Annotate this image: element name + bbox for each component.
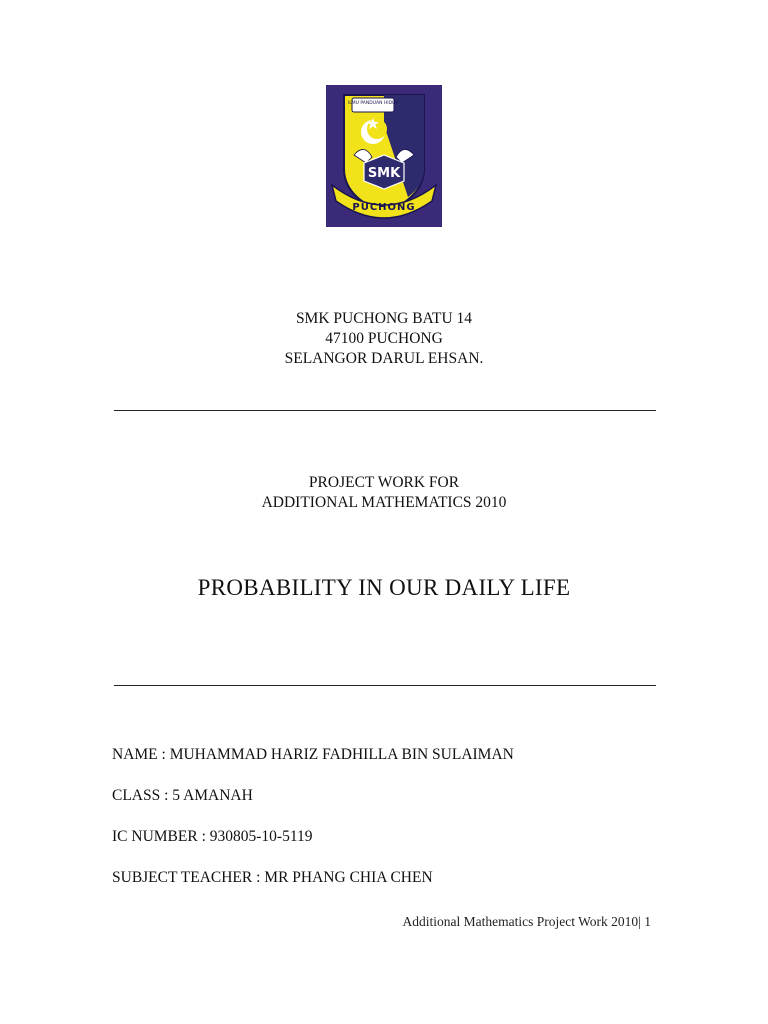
- project-line-2: ADDITIONAL MATHEMATICS 2010: [261, 494, 507, 511]
- school-state: SELANGOR DARUL EHSAN.: [284, 350, 484, 367]
- school-address: [0, 309, 768, 369]
- subject-teacher: SUBJECT TEACHER : MR PHANG CHIA CHEN: [112, 869, 433, 886]
- school-logo: [326, 85, 442, 227]
- project-heading: [0, 473, 768, 513]
- school-name: SMK PUCHONG BATU 14: [295, 310, 473, 327]
- logo-motto-text: ILMU PANDUAN HIDUP: [347, 101, 399, 106]
- school-postcode-city: 47100 PUCHONG: [325, 330, 443, 347]
- school-crest-icon: [326, 85, 442, 227]
- document-title: PROBABILITY IN OUR DAILY LIFE: [197, 575, 571, 600]
- student-name: NAME : MUHAMMAD HARIZ FADHILLA BIN SULAIMAN: [112, 746, 514, 763]
- logo-banner-text: PUCHONG: [352, 202, 416, 213]
- logo-emblem-text: SMK: [367, 166, 401, 181]
- student-class: CLASS : 5 AMANAH: [112, 787, 253, 804]
- project-line-1: PROJECT WORK FOR: [308, 474, 460, 491]
- page-footer: Additional Mathematics Project Work 2010| 1: [402, 914, 651, 929]
- divider-bottom: [114, 685, 656, 686]
- student-ic-number: IC NUMBER : 930805-10-5119: [112, 828, 313, 845]
- divider-top: [114, 410, 656, 411]
